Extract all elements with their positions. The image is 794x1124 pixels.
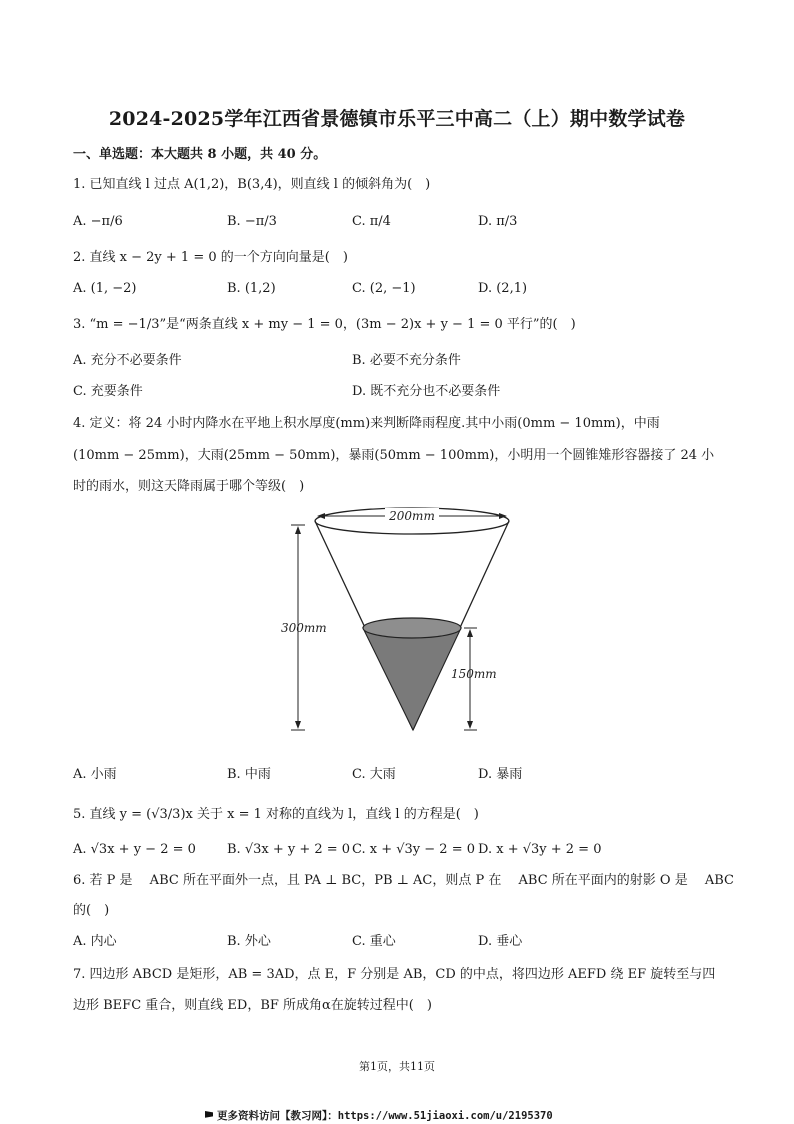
question-6-option-c: C. 重心 <box>352 934 396 949</box>
question-4-option-b: B. 中雨 <box>227 767 271 782</box>
page-number-footer: 第1页，共11页 <box>359 1060 435 1073</box>
question-2-stem: 2. 直线 x − 2y + 1 = 0 的一个方向向量是( ) <box>73 250 348 265</box>
question-4-option-a: A. 小雨 <box>73 767 117 782</box>
question-7-line-1: 7. 四边形 ABCD 是矩形，AB = 3AD，点 E，F 分别是 AB，CD 的中点，将四边形 AEFD 绕 EF 旋转至与四 <box>73 967 716 982</box>
question-3-option-b: B. 必要不充分条件 <box>352 353 461 368</box>
resource-link[interactable] <box>205 1108 553 1123</box>
question-1-stem: 1. 已知直线 l 过点 A(1,2)，B(3,4)，则直线 l 的倾斜角为( ) <box>73 177 431 192</box>
question-3-option-a: A. 充分不必要条件 <box>73 353 182 368</box>
question-6-option-b: B. 外心 <box>227 934 271 949</box>
question-2-option-b: B. (1,2) <box>227 281 276 296</box>
question-4-line-3: 时的雨水，则这天降雨属于哪个等级( ) <box>73 479 305 494</box>
water-volume <box>363 628 461 730</box>
question-1-option-c: C. π/4 <box>352 214 391 229</box>
question-5-stem: 5. 直线 y = (√3/3)x 关于 x = 1 对称的直线为 l，直线 l 的方程是( ) <box>73 807 479 822</box>
question-5-option-a: A. √3x + y − 2 = 0 <box>73 842 196 857</box>
question-3-stem: 3. “m = −1/3”是“两条直线 x + my − 1 = 0，(3m − 2)x + y − 1 = 0 平行”的( ) <box>73 317 576 332</box>
question-2-option-c: C. (2, −1) <box>352 281 416 296</box>
question-5-option-d: D. x + √3y + 2 = 0 <box>478 842 602 857</box>
flag-icon <box>205 1111 213 1120</box>
question-5-option-b: B. √3x + y + 2 = 0 <box>227 842 351 857</box>
question-1-option-a: A. −π/6 <box>73 214 123 229</box>
question-2-option-a: A. (1, −2) <box>73 281 137 296</box>
page-title: 2024-2025学年江西省景德镇市乐平三中高二（上）期中数学试卷 <box>108 108 686 130</box>
question-7-line-2: 边形 BEFC 重合，则直线 ED，BF 所成角α在旋转过程中( ) <box>73 998 432 1013</box>
question-4-line-1: 4. 定义：将 24 小时内降水在平地上积水厚度(mm)来判断降雨程度.其中小雨(0mm − 10mm)，中雨 <box>73 416 660 431</box>
question-3-option-c: C. 充要条件 <box>73 384 143 399</box>
question-6-option-a: A. 内心 <box>73 934 117 949</box>
question-4-option-d: D. 暴雨 <box>478 767 523 782</box>
question-4-line-2: (10mm − 25mm)，大雨(25mm − 50mm)，暴雨(50mm − 100mm)，小明用一个圆锥雉形容器接了 24 小 <box>73 448 715 463</box>
question-1-option-b: B. −π/3 <box>227 214 277 229</box>
question-6-line-1: 6. 若 P 是 ABC 所在平面外一点，且 PA ⊥ BC，PB ⊥ AC，则点 P 在 ABC 所在平面内的射影 O 是 ABC <box>73 873 734 888</box>
question-2-option-d: D. (2,1) <box>478 281 528 296</box>
water-height-label: 150mm <box>451 667 497 681</box>
section-heading: 一、单选题：本大题共 8 小题，共 40 分。 <box>73 147 327 162</box>
question-1-option-d: D. π/3 <box>478 214 518 229</box>
water-surface-ellipse <box>363 618 461 638</box>
resource-link-text: 更多资料访问【教习网】：https://www.51jiaoxi.com/u/2195370 <box>217 1110 553 1122</box>
question-3-option-d: D. 既不充分也不必要条件 <box>352 384 501 399</box>
cone-container-figure <box>277 495 517 740</box>
question-5-option-c: C. x + √3y − 2 = 0 <box>352 842 475 857</box>
question-6-option-d: D. 垂心 <box>478 934 523 949</box>
diameter-label: 200mm <box>389 509 435 523</box>
height-label: 300mm <box>281 621 327 635</box>
question-6-line-2: 的( ) <box>73 903 110 918</box>
question-4-option-c: C. 大雨 <box>352 767 396 782</box>
